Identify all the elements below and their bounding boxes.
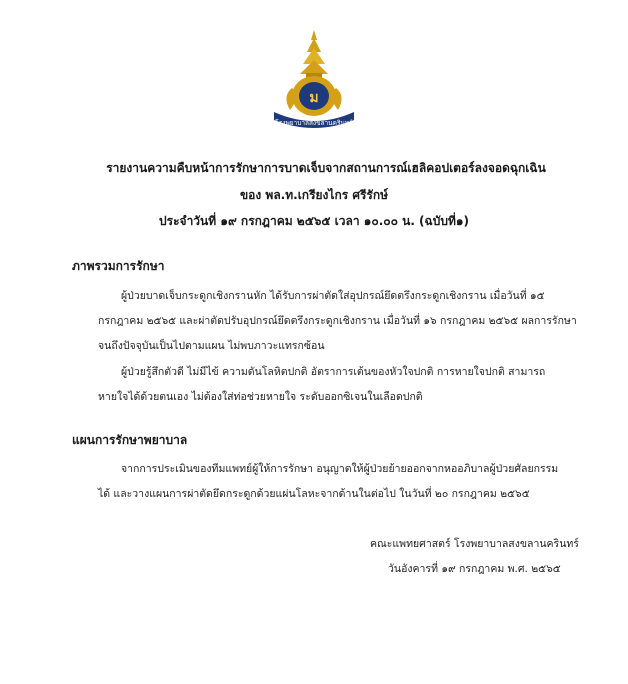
overview-paragraph-1-line-1: ผู้ป่วยบาดเจ็บกระดูกเชิงกรานหัก ได้รับการผ่าตัดใส่อุปกรณ์ยึดตรึงกระดูกเชิงกราน เมื่อวันที่ ๑๕	[121, 290, 545, 302]
overview-paragraph-2-line-2: หายใจได้ด้วยตนเอง ไม่ต้องใส่ท่อช่วยหายใจ ระดับออกซิเจนในเลือดปกติ	[98, 391, 423, 403]
hospital-emblem-icon	[268, 30, 360, 134]
report-subject: ของ พล.ท.เกรียงไกร ศรีรักษ์	[239, 188, 389, 202]
plan-heading: แผนการรักษาพยาบาล	[72, 433, 188, 447]
report-date: ประจำวันที่ ๑๙ กรกฎาคม ๒๕๖๕ เวลา ๑๐.๐๐ น. (ฉบับที่๑)	[159, 214, 469, 228]
overview-paragraph-2-line-1: ผู้ป่วยรู้สึกตัวดี ไม่มีไข้ ความดันโลหิตปกติ อัตราการเต้นของหัวใจปกติ การหายใจปกติ สามารถ	[121, 366, 546, 378]
emblem-text: โรงพยาบาลสงขลานครินทร์	[275, 119, 353, 127]
signature-organization: คณะแพทยศาสตร์ โรงพยาบาลสงขลานครินทร์	[370, 538, 579, 550]
overview-paragraph-1-line-3: จนถึงปัจจุบันเป็นไปตามแผน ไม่พบภาวะแทรกซ้อน	[98, 340, 325, 352]
signature-date: วันอังคารที่ ๑๙ กรกฎาคม พ.ศ. ๒๕๖๕	[388, 563, 561, 575]
plan-paragraph-line-2: ได้ และวางแผนการผ่าตัดยึดกระดูกด้วยแผ่นโลหะจากด้านในต่อไป ในวันที่ ๒๐ กรกฎาคม ๒๕๖๕	[98, 488, 530, 500]
report-title: รายงานความคืบหน้าการรักษาการบาดเจ็บจากสถานการณ์เฮลิคอปเตอร์ลงจอดฉุกเฉิน	[106, 161, 546, 175]
svg-text:ม: ม	[309, 90, 319, 106]
overview-paragraph-1-line-2: กรกฎาคม ๒๕๖๕ และผ่าตัดปรับอุปกรณ์ยึดตรึงกระดูกเชิงกราน เมื่อวันที่ ๑๖ กรกฎาคม ๒๕๖๕ ผลการรักษา	[98, 315, 577, 327]
plan-paragraph-line-1: จากการประเมินของทีมแพทย์ผู้ให้การรักษา อนุญาตให้ผู้ป่วยย้ายออกจากหออภิบาลผู้ป่วยศัลยกรรม	[121, 463, 559, 475]
overview-heading: ภาพรวมการรักษา	[72, 259, 165, 273]
